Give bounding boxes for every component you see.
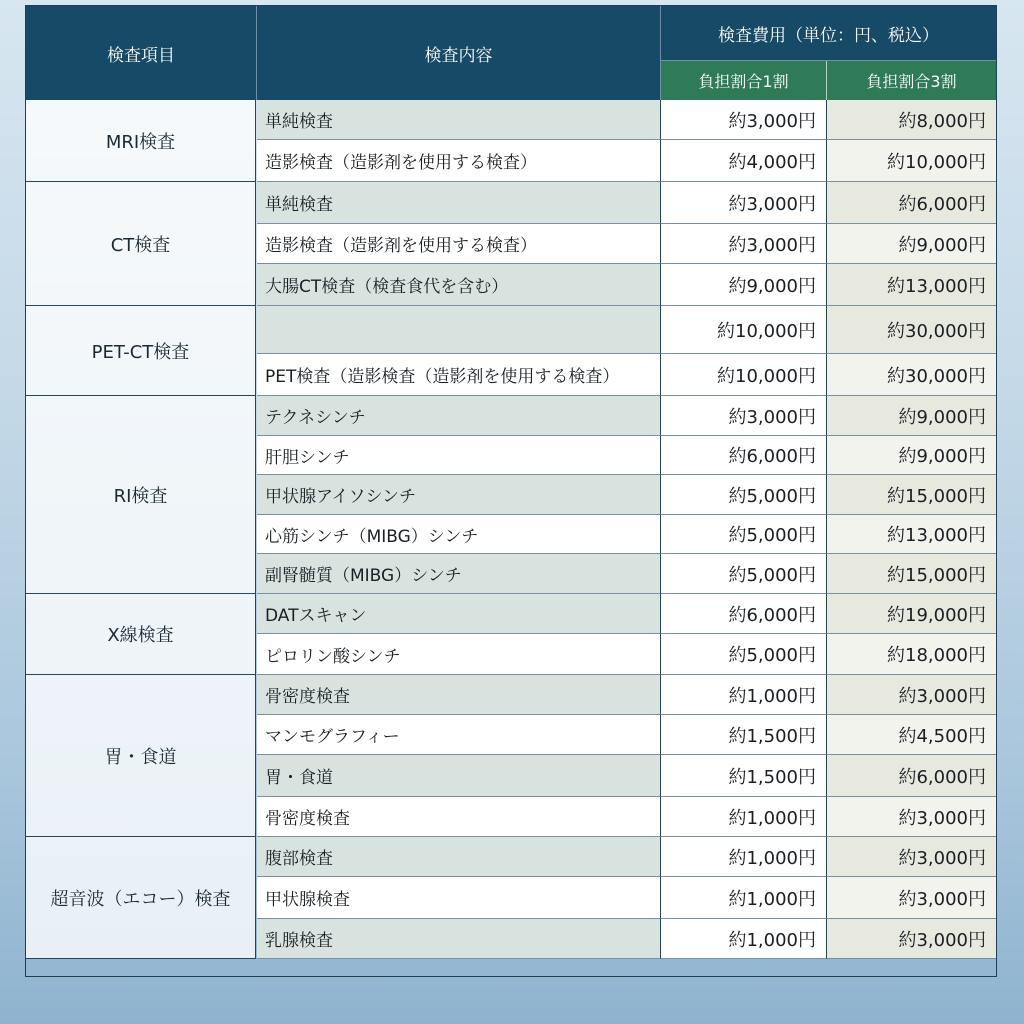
cost-ratio-3: 約6,000円 (827, 182, 996, 224)
exam-content: 肝胆シンチ (257, 436, 661, 475)
exam-content: 骨密度検査 (257, 797, 661, 837)
cost-ratio-1: 約5,000円 (661, 515, 827, 554)
category-cell: PET-CT検査 (26, 306, 256, 396)
header-item: 検査項目 (26, 6, 257, 100)
cost-ratio-3: 約4,500円 (827, 715, 996, 755)
exam-content: 心筋シンチ（MIBG）シンチ (257, 515, 661, 554)
exam-content: 大腸CT検査（検査食代を含む） (257, 264, 661, 306)
category-cell: 胃・食道 (26, 675, 256, 837)
exam-content: 骨密度検査 (257, 675, 661, 715)
header-ratio-3: 負担割合3割 (827, 61, 996, 100)
cost-ratio-1: 約3,000円 (661, 396, 827, 436)
cost-ratio-3: 約8,000円 (827, 100, 996, 140)
cost-ratio-3: 約3,000円 (827, 797, 996, 837)
category-cell: 超音波（エコー）検査 (26, 837, 256, 959)
category-cell: X線検査 (26, 594, 256, 675)
exam-content: テクネシンチ (257, 396, 661, 436)
cost-ratio-1: 約6,000円 (661, 594, 827, 634)
cost-ratio-3: 約9,000円 (827, 224, 996, 264)
category-cell: MRI検査 (26, 100, 256, 182)
cost-ratio-3: 約9,000円 (827, 436, 996, 475)
cost-table (25, 5, 997, 977)
cost-ratio-1: 約5,000円 (661, 475, 827, 515)
cost-ratio-3: 約9,000円 (827, 396, 996, 436)
cost-ratio-3: 約3,000円 (827, 877, 996, 919)
header-cost: 検査費用（単位：円、税込） (661, 6, 996, 61)
cost-ratio-3: 約15,000円 (827, 554, 996, 594)
cost-ratio-1: 約1,000円 (661, 877, 827, 919)
cost-ratio-1: 約3,000円 (661, 100, 827, 140)
exam-content: 胃・食道 (257, 755, 661, 797)
exam-content: マンモグラフィー (257, 715, 661, 755)
cost-ratio-1: 約1,000円 (661, 797, 827, 837)
exam-content (257, 306, 661, 354)
cost-ratio-3: 約13,000円 (827, 264, 996, 306)
cost-ratio-3: 約3,000円 (827, 675, 996, 715)
cost-ratio-1: 約3,000円 (661, 182, 827, 224)
exam-content: DATスキャン (257, 594, 661, 634)
exam-content: 腹部検査 (257, 837, 661, 877)
cost-ratio-3: 約15,000円 (827, 475, 996, 515)
cost-ratio-1: 約5,000円 (661, 554, 827, 594)
cost-ratio-3: 約3,000円 (827, 919, 996, 959)
cost-ratio-1: 約1,500円 (661, 715, 827, 755)
cost-ratio-1: 約3,000円 (661, 224, 827, 264)
exam-content: 甲状腺アイソシンチ (257, 475, 661, 515)
exam-content: 甲状腺検査 (257, 877, 661, 919)
category-cell: CT検査 (26, 182, 256, 306)
cost-ratio-1: 約10,000円 (661, 306, 827, 354)
cost-ratio-1: 約4,000円 (661, 140, 827, 182)
table-header (26, 6, 996, 100)
exam-content: 造影検査（造影剤を使用する検査） (257, 224, 661, 264)
exam-content: 単純検査 (257, 182, 661, 224)
cost-ratio-3: 約19,000円 (827, 594, 996, 634)
cost-ratio-3: 約30,000円 (827, 306, 996, 354)
exam-content: PET検査（造影検査（造影剤を使用する検査） (257, 354, 661, 396)
exam-content: 造影検査（造影剤を使用する検査） (257, 140, 661, 182)
exam-content: 乳腺検査 (257, 919, 661, 959)
exam-content: 副腎髄質（MIBG）シンチ (257, 554, 661, 594)
exam-content: ピロリン酸シンチ (257, 634, 661, 675)
cost-ratio-1: 約1,000円 (661, 837, 827, 877)
cost-ratio-1: 約9,000円 (661, 264, 827, 306)
exam-content: 単純検査 (257, 100, 661, 140)
cost-ratio-1: 約6,000円 (661, 436, 827, 475)
cost-ratio-3: 約13,000円 (827, 515, 996, 554)
cost-ratio-1: 約5,000円 (661, 634, 827, 675)
cost-ratio-3: 約18,000円 (827, 634, 996, 675)
cost-ratio-3: 約30,000円 (827, 354, 996, 396)
cost-ratio-3: 約10,000円 (827, 140, 996, 182)
cost-ratio-3: 約3,000円 (827, 837, 996, 877)
cost-ratio-1: 約1,000円 (661, 675, 827, 715)
cost-ratio-3: 約6,000円 (827, 755, 996, 797)
cost-ratio-1: 約1,500円 (661, 755, 827, 797)
cost-ratio-1: 約10,000円 (661, 354, 827, 396)
header-content: 検査内容 (257, 6, 661, 100)
category-cell: RI検査 (26, 396, 256, 594)
cost-ratio-1: 約1,000円 (661, 919, 827, 959)
header-ratio-1: 負担割合1割 (661, 61, 827, 100)
